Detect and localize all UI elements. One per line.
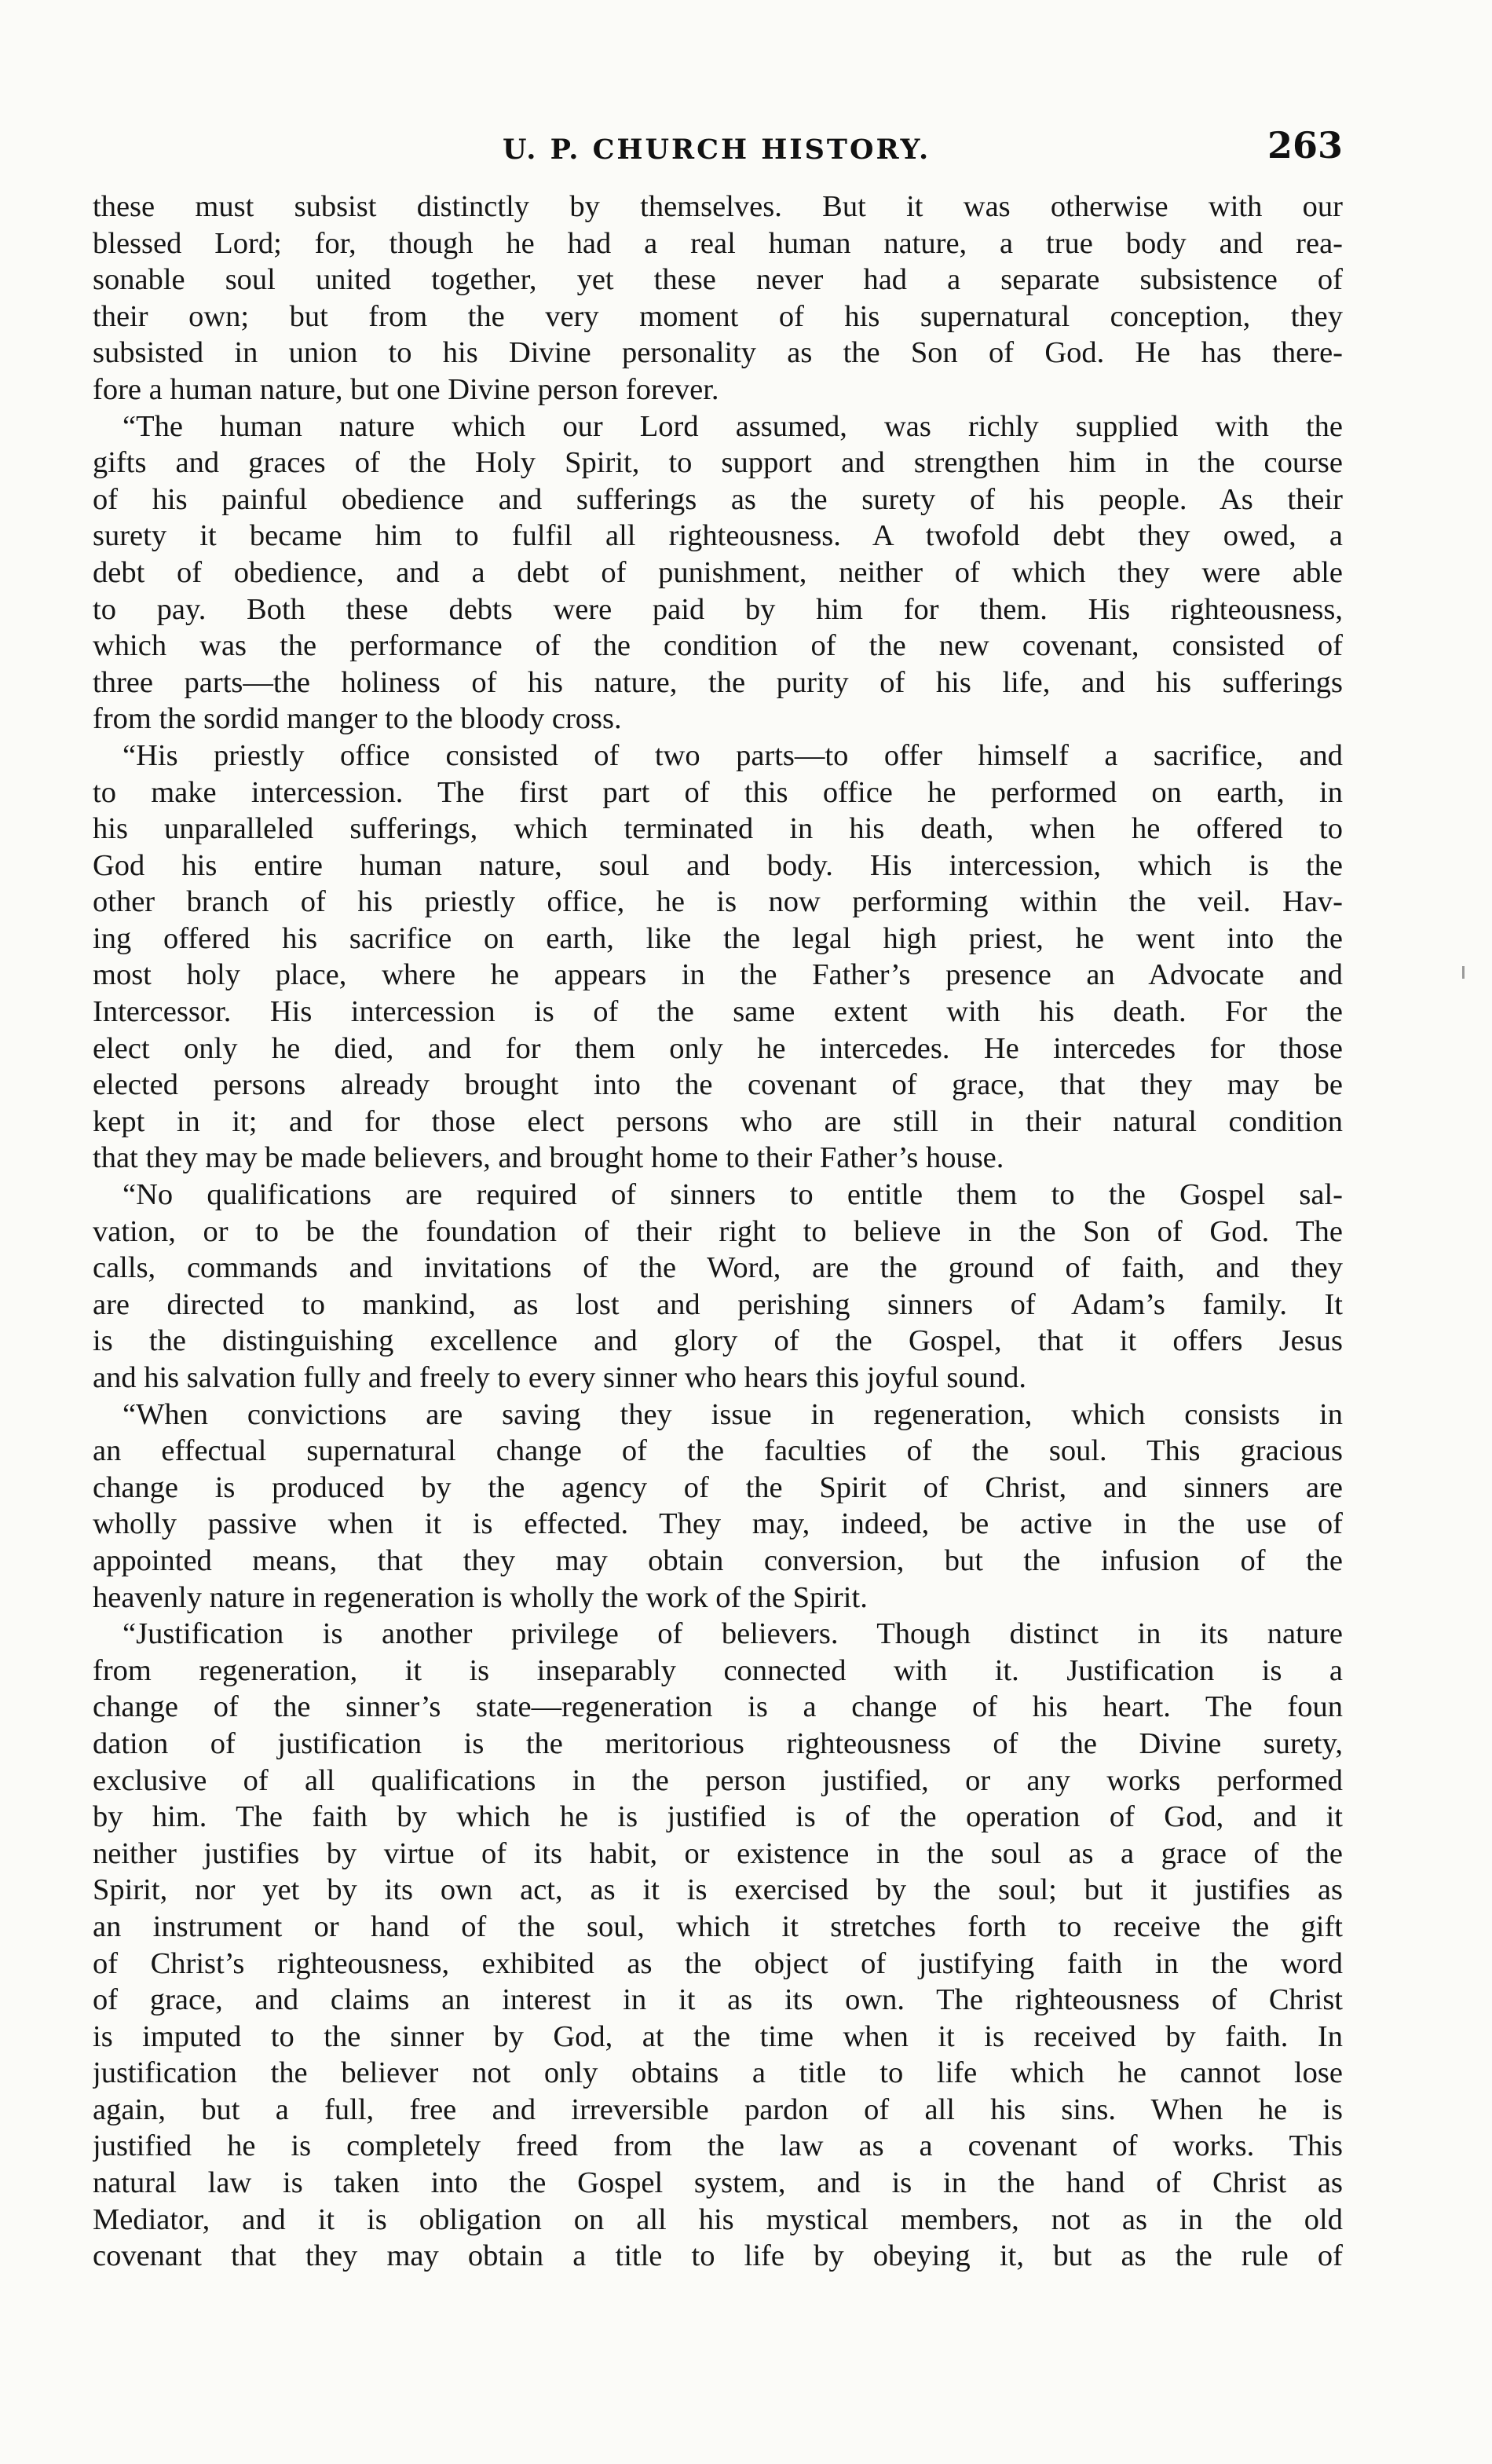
text-line: covenant that they may obtain a title to life by obeying it, but as the rule of (93, 2239, 1343, 2273)
margin-mark (1462, 966, 1465, 979)
text-line: from the sordid manger to the bloody cross. (93, 702, 622, 736)
text-line: appointed means, that they may obtain conversion, but the infusion of the (93, 1543, 1343, 1577)
text-line: their own; but from the very moment of his supernatural conception, they (93, 299, 1343, 333)
text-line: justification the believer not only obtains a title to life which he cannot lose (93, 2056, 1343, 2090)
text-line: justified he is completely freed from the law as a covenant of works. This (93, 2129, 1343, 2163)
text-line: sonable soul united together, yet these never had a separate subsistence of (93, 263, 1343, 297)
paragraph-first-line: “When convictions are saving they issue in regeneration, which consists in (123, 1397, 1343, 1431)
page-header (94, 118, 1343, 173)
text-line: blessed Lord; for, though he had a real human nature, a true body and rea- (93, 226, 1343, 260)
text-line: calls, commands and invitations of the Word, are the ground of faith, and they (93, 1251, 1343, 1285)
text-line: an instrument or hand of the soul, which it stretches forth to receive the gift (93, 1909, 1343, 1943)
text-line: of his painful obedience and sufferings as the surety of his people. As their (93, 482, 1343, 516)
text-line: of Christ’s righteousness, exhibited as the object of justifying faith in the word (93, 1946, 1343, 1980)
text-line: natural law is taken into the Gospel system, and is in the hand of Christ as (93, 2166, 1343, 2200)
text-line: Spirit, nor yet by its own act, as it is exercised by the soul; but it justifies as (93, 1873, 1343, 1907)
text-line: exclusive of all qualifications in the person justified, or any works performed (93, 1763, 1343, 1797)
text-line: kept in it; and for those elect persons who are still in their natural condition (93, 1104, 1343, 1138)
text-line: God his entire human nature, soul and body. His intercession, which is the (93, 848, 1343, 882)
text-line: vation, or to be the foundation of their right to believe in the Son of God. The (93, 1214, 1343, 1248)
text-line: dation of justification is the meritorious righteousness of the Divine surety, (93, 1726, 1343, 1760)
text-line: other branch of his priestly office, he is now performing within the veil. Hav- (93, 885, 1343, 919)
text-line: Mediator, and it is obligation on all his mystical members, not as in the old (93, 2202, 1343, 2236)
text-line: Intercessor. His intercession is of the same extent with his death. For the (93, 995, 1343, 1029)
text-line: his unparalleled sufferings, which terminated in his death, when he offered to (93, 812, 1343, 846)
text-line: these must subsist distinctly by themselves. But it was otherwise with our (93, 190, 1343, 223)
text-line: most holy place, where he appears in the Father’s presence an Advocate and (93, 958, 1343, 992)
paragraph-first-line: “Justification is another privilege of believers. Though distinct in its nature (123, 1617, 1343, 1651)
text-line: debt of obedience, and a debt of punishment, neither of which they were able (93, 555, 1343, 589)
page-number: 263 (1267, 124, 1343, 167)
text-line: change of the sinner’s state—regeneration is a change of his heart. The foun (93, 1690, 1343, 1724)
text-line: by him. The faith by which he is justified is of the operation of God, and it (93, 1800, 1343, 1834)
text-line: ing offered his sacrifice on earth, like the legal high priest, he went into the (93, 921, 1343, 955)
text-line: and his salvation fully and freely to every sinner who hears this joyful sound. (93, 1361, 1026, 1394)
paragraph-first-line: “No qualifications are required of sinners to entitle them to the Gospel sal- (123, 1178, 1343, 1212)
text-line: that they may be made believers, and brought home to their Father’s house. (93, 1141, 1004, 1175)
text-line: from regeneration, it is inseparably connected with it. Justification is a (93, 1653, 1343, 1687)
text-line: to pay. Both these debts were paid by him for them. His righteousness, (93, 592, 1343, 626)
text-line: change is produced by the agency of the Spirit of Christ, and sinners are (93, 1470, 1343, 1504)
text-line: three parts—the holiness of his nature, the purity of his life, and his sufferings (93, 665, 1343, 699)
text-line: elected persons already brought into the covenant of grace, that they may be (93, 1068, 1343, 1102)
text-line: elect only he died, and for them only he intercedes. He intercedes for those (93, 1031, 1343, 1065)
paragraph-first-line: “His priestly office consisted of two parts—to offer himself a sacrifice, and (123, 738, 1343, 772)
text-line: of grace, and claims an interest in it as its own. The righteousness of Christ (93, 1983, 1343, 2017)
running-title: U. P. CHURCH HISTORY. (503, 134, 931, 166)
text-line: heavenly nature in regeneration is wholly the work of the Spirit. (93, 1580, 868, 1614)
body-text (93, 189, 1343, 2275)
text-line: wholly passive when it is effected. They may, indeed, be active in the use of (93, 1507, 1343, 1541)
text-line: fore a human nature, but one Divine person forever. (93, 372, 719, 406)
text-line: subsisted in union to his Divine personality as the Son of God. He has there- (93, 336, 1343, 370)
text-line: gifts and graces of the Holy Spirit, to support and strengthen him in the course (93, 446, 1343, 480)
text-line: neither justifies by virtue of its habit, or existence in the soul as a grace of the (93, 1836, 1343, 1870)
text-line: surety it became him to fulfil all righteousness. A twofold debt they owed, a (93, 519, 1343, 553)
text-line: to make intercession. The first part of this office he performed on earth, in (93, 775, 1343, 809)
paragraph-first-line: “The human nature which our Lord assumed, was richly supplied with the (123, 409, 1343, 443)
text-line: which was the performance of the condition of the new covenant, consisted of (93, 629, 1343, 663)
text-line: an effectual supernatural change of the faculties of the soul. This gracious (93, 1434, 1343, 1468)
text-line: is the distinguishing excellence and glory of the Gospel, that it offers Jesus (93, 1324, 1343, 1358)
text-line: are directed to mankind, as lost and perishing sinners of Adam’s family. It (93, 1287, 1343, 1321)
text-line: is imputed to the sinner by God, at the time when it is received by faith. In (93, 2019, 1343, 2053)
text-line: again, but a full, free and irreversible pardon of all his sins. When he is (93, 2092, 1343, 2126)
